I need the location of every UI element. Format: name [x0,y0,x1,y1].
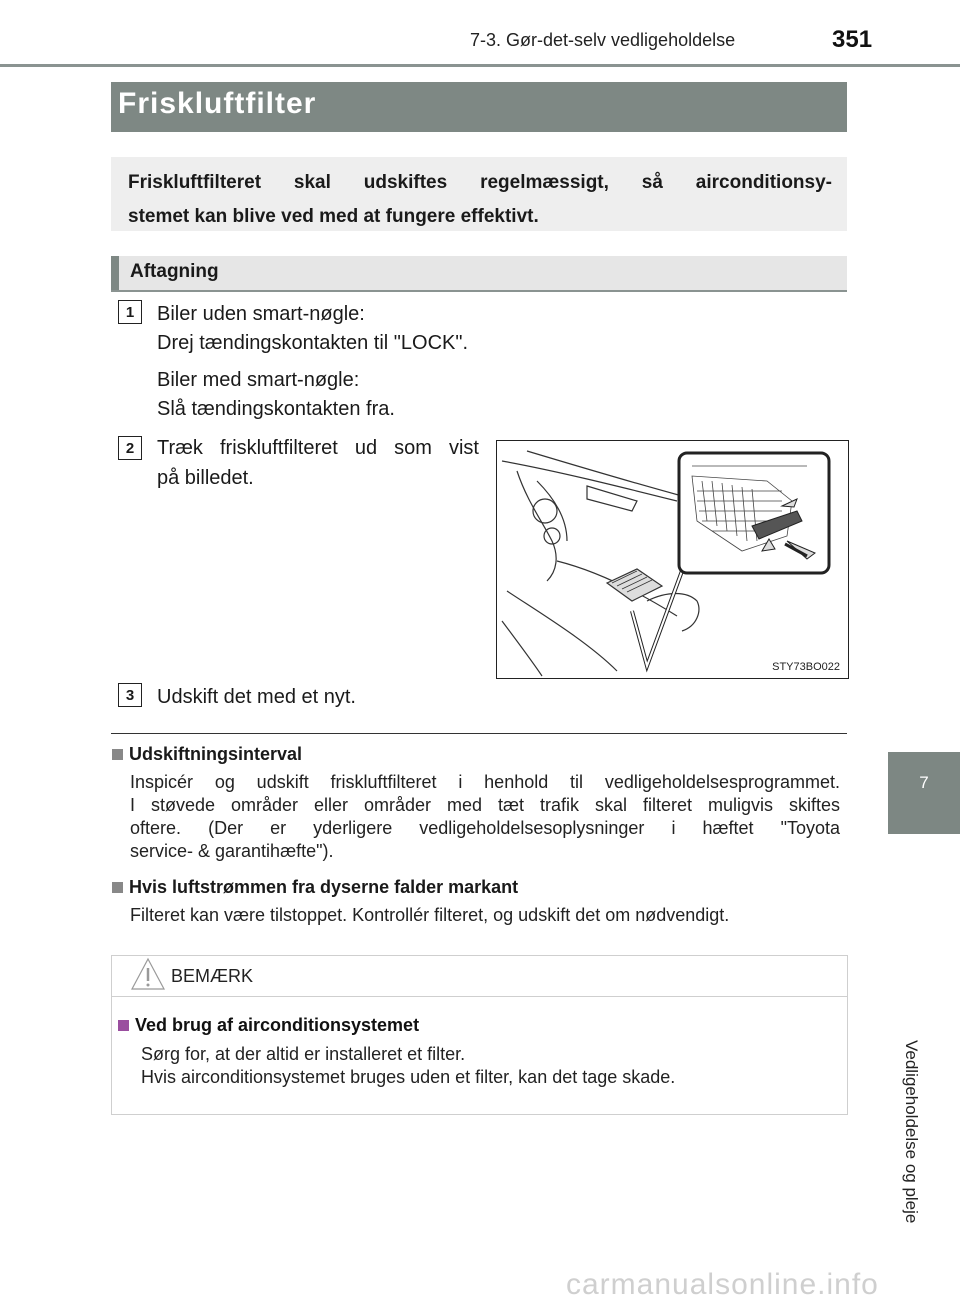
bullet-1-text [130,771,840,863]
notice-divider [111,996,848,997]
bullet-2-text [130,904,840,927]
para-line: I støvede områder eller områder med tæt trafik skal filteret muligvis skiftes [130,795,840,815]
bullet-heading-airflow [112,877,518,898]
subheader-bar [111,256,847,292]
step-2-line: Træk friskluftfilteret ud som vist [157,437,479,459]
step-number-2: 2 [118,436,142,460]
warning-triangle-icon [130,957,166,991]
section-title: 7-3. Gør-det-selv vedligeholdelse [470,30,736,50]
step-3-line: Udskift det med et nyt. [157,686,356,708]
notice-line: Hvis airconditionsystemet bruges uden et filter, kan det tage skade. [141,1067,676,1087]
chapter-number: 7 [919,773,929,792]
intro-line: Friskluftfilteret skal udskiftes regelmæssigt, så airconditionsy- [128,172,832,193]
step-1-line: Drej tændingskontakten til "LOCK". [157,332,469,354]
chapter-label: Vedligeholdelse og pleje [902,1040,921,1224]
page-title: Friskluftfilter [118,87,317,120]
header-divider [0,64,960,67]
bullet-square-icon [112,882,123,893]
intro-line: stemet kan blive ved med at fungere effektivt. [128,206,539,227]
bullet-square-icon [112,749,123,760]
notice-heading-text: Ved brug af airconditionsystemet [135,1015,420,1035]
watermark: carmanualsonline.info [566,1268,879,1301]
para-line: oftere. (Der er yderligere vedligeholdelsesoplysninger i hæftet "Toyota [130,818,840,838]
figure-code: STY73BO022 [772,661,840,673]
subheader-title: Aftagning [130,261,219,282]
dashboard-drawing [497,441,848,678]
step-1-line: Biler med smart-nøgle: [157,369,360,391]
para-line: service- & garantihæfte"). [130,841,334,861]
subheader-accent [111,256,119,290]
step-1-line: Biler uden smart-nøgle: [157,303,365,325]
intro-text [128,166,832,234]
notice-square-icon [118,1020,129,1031]
page-number: 351 [832,26,873,53]
notice-line: Sørg for, at der altid er installeret et filter. [141,1044,466,1064]
bullet-heading-interval [112,744,302,765]
para-line: Inspicér og udskift friskluftfilteret i henhold til vedligeholdelsesprogrammet. [130,772,840,792]
notice-text [141,1043,831,1089]
bullet-heading-text: Hvis luftstrømmen fra dyserne falder markant [129,877,519,897]
step-number-3: 3 [118,683,142,707]
section-divider [111,733,847,734]
chapter-tab[interactable] [888,752,960,834]
bullet-heading-text: Udskiftningsinterval [129,744,303,764]
step-2-line: på billedet. [157,467,254,489]
step-1-line: Slå tændingskontakten fra. [157,398,395,420]
step-number-1: 1 [118,300,142,324]
para-line: Filteret kan være tilstoppet. Kontrollér filteret, og udskift det om nødvendigt. [130,905,730,925]
notice-heading [118,1015,419,1036]
filter-removal-illustration [496,440,849,679]
notice-label: BEMÆRK [171,966,254,986]
